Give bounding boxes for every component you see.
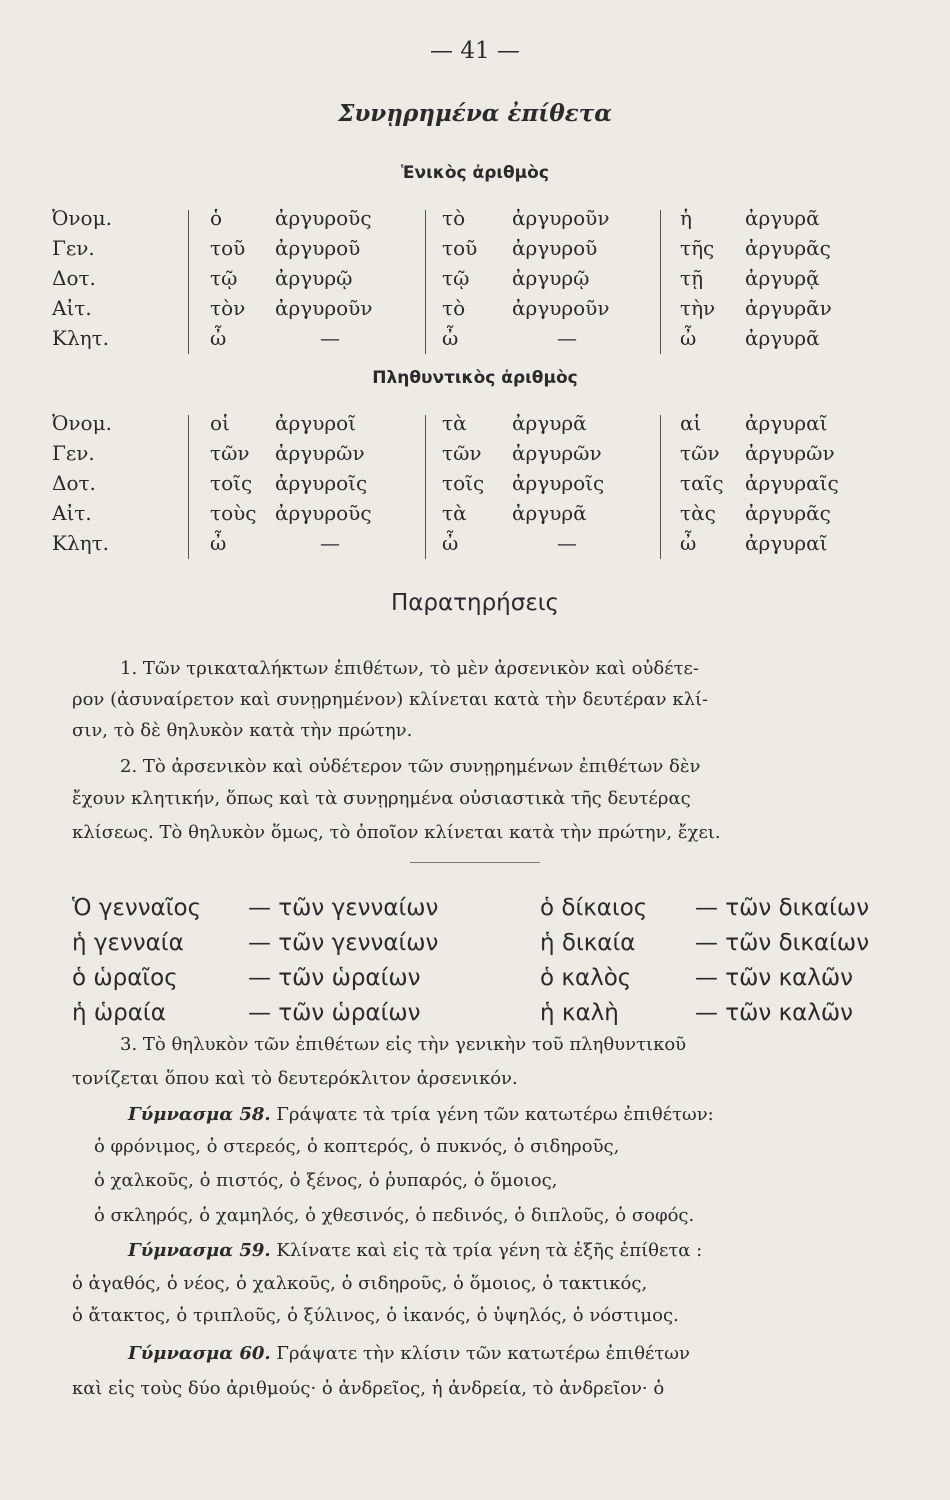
page-number: — 41 — xyxy=(430,38,520,64)
article: τὴν xyxy=(680,296,716,320)
article: ὁ xyxy=(210,206,223,230)
article: αἱ xyxy=(680,411,702,435)
adjective-form: ἀργυρᾶ xyxy=(512,411,587,435)
example-nominative: Ὁ γενναῖος xyxy=(72,895,202,921)
article: τῆς xyxy=(680,236,715,260)
exercise-59-line: ὁ ἄτακτος, ὁ τριπλοῦς, ὁ ξύλινος, ὁ ἱκανός, ὁ ὑψηλός, ὁ νόστιμος. xyxy=(72,1305,679,1326)
example-genitive-plural: — τῶν δικαίων xyxy=(695,895,870,921)
article: τῶν xyxy=(210,441,250,465)
example-nominative: ἡ καλὴ xyxy=(540,1000,619,1026)
note-2-line: ἔχουν κλητικήν, ὅπως καὶ τὰ συνῃρημένα οὐσιαστικὰ τῆς δευτέρας xyxy=(72,788,691,809)
exercise-60-label: Γύμνασμα 60. xyxy=(128,1343,271,1364)
adjective-form: ἀργυροῖ xyxy=(275,411,357,435)
article: ὦ xyxy=(210,531,227,555)
exercise-58-label: Γύμνασμα 58. xyxy=(128,1104,271,1125)
note-3-line: τονίζεται ὅπου καὶ τὸ δευτερόκλιτον ἀρσενικόν. xyxy=(72,1068,518,1089)
article: τῶν xyxy=(442,441,482,465)
case-label: Ὀνομ. xyxy=(52,411,112,435)
article: τῶν xyxy=(680,441,720,465)
example-nominative: ἡ ὡραία xyxy=(72,1000,166,1026)
adjective-form: ἀργυραῖ xyxy=(745,411,828,435)
case-label: Αἰτ. xyxy=(52,501,92,525)
case-label: Κλητ. xyxy=(52,326,110,350)
singular-heading: Ἑνικὸς ἀριθμὸς xyxy=(401,163,549,183)
table-divider xyxy=(660,415,661,559)
note-1-line: ρον (ἀσυναίρετον καὶ συνῃρημένον) κλίνεται κατὰ τὴν δευτέραν κλί- xyxy=(72,689,709,710)
example-genitive-plural: — τῶν ὡραίων xyxy=(248,1000,421,1026)
adjective-form: ἀργυροῦν xyxy=(512,296,610,320)
adjective-form: ἀργυρᾶ xyxy=(745,206,820,230)
article: τὸ xyxy=(442,296,466,320)
example-nominative: ὁ καλὸς xyxy=(540,965,632,991)
adjective-form: ἀργυρῷ xyxy=(512,266,590,290)
exercise-60-text: Γράψατε τὴν κλίσιν τῶν κατωτέρω ἐπιθέτων xyxy=(276,1343,690,1364)
adjective-form: ἀργυρᾶ xyxy=(512,501,587,525)
plural-heading: Πληθυντικὸς ἀριθμὸς xyxy=(372,368,578,388)
case-label: Δοτ. xyxy=(52,471,96,495)
separator-line xyxy=(410,862,540,863)
article: τοὺς xyxy=(210,501,257,525)
exercise-58-text: Γράψατε τὰ τρία γένη τῶν κατωτέρω ἐπιθέτων: xyxy=(276,1104,714,1125)
table-divider xyxy=(425,210,426,354)
table-divider xyxy=(188,415,189,559)
case-label: Αἰτ. xyxy=(52,296,92,320)
article: ὦ xyxy=(680,531,697,555)
exercise-59-label: Γύμνασμα 59. xyxy=(128,1240,271,1261)
adjective-form: ἀργυροῖς xyxy=(275,471,368,495)
article: τὰς xyxy=(680,501,716,525)
exercise-60 xyxy=(128,1343,690,1364)
example-genitive-plural: — τῶν γενναίων xyxy=(248,895,439,921)
example-genitive-plural: — τῶν καλῶν xyxy=(695,1000,854,1026)
example-nominative: ὁ δίκαιος xyxy=(540,895,648,921)
exercise-58-line: ὁ φρόνιμος, ὁ στερεός, ὁ κοπτερός, ὁ πυκνός, ὁ σιδηροῦς, xyxy=(94,1136,620,1157)
adjective-form: ἀργυροῦ xyxy=(512,236,598,260)
article: τὰ xyxy=(442,501,467,525)
case-label: Κλητ. xyxy=(52,531,110,555)
adjective-form: ἀργυροῦν xyxy=(275,296,373,320)
example-nominative: ἡ γενναία xyxy=(72,930,184,956)
adjective-form: ἀργυροῦς xyxy=(275,501,372,525)
article: ὦ xyxy=(442,326,459,350)
adjective-form: ἀργυροῖς xyxy=(512,471,605,495)
section-title: Συνῃρημένα ἐπίθετα xyxy=(338,100,612,127)
article: τὸν xyxy=(210,296,246,320)
note-1-line: 1. Τῶν τρικαταλήκτων ἐπιθέτων, τὸ μὲν ἀρσενικὸν καὶ οὐδέτε- xyxy=(120,658,699,679)
article: τὰ xyxy=(442,411,467,435)
article: ὦ xyxy=(210,326,227,350)
article: τῷ xyxy=(210,266,238,290)
adjective-form: ἀργυροῦς xyxy=(275,206,372,230)
adjective-form: ἀργυρᾶς xyxy=(745,501,831,525)
article: οἱ xyxy=(210,411,230,435)
case-label: Γεν. xyxy=(52,236,95,260)
exercise-59-line: ὁ ἀγαθός, ὁ νέος, ὁ χαλκοῦς, ὁ σιδηροῦς, ὁ ὅμοιος, ὁ τακτικός, xyxy=(72,1273,648,1294)
example-genitive-plural: — τῶν δικαίων xyxy=(695,930,870,956)
case-label: Γεν. xyxy=(52,441,95,465)
exercise-58-line: ὁ χαλκοῦς, ὁ πιστός, ὁ ξένος, ὁ ῥυπαρός, ὁ ὅμοιος, xyxy=(94,1170,558,1191)
case-label: Ὀνομ. xyxy=(52,206,112,230)
article: τοῦ xyxy=(210,236,246,260)
exercise-58 xyxy=(128,1104,714,1125)
article: τῷ xyxy=(442,266,470,290)
adjective-form: ἀργυρᾶς xyxy=(745,236,831,260)
article: ταῖς xyxy=(680,471,724,495)
note-2-line: κλίσεως. Τὸ θηλυκὸν ὅμως, τὸ ὁποῖον κλίνεται κατὰ τὴν πρώτην, ἔχει. xyxy=(72,822,721,843)
adjective-form: ἀργυροῦν xyxy=(512,206,610,230)
article: ὦ xyxy=(442,531,459,555)
note-3-line: 3. Τὸ θηλυκὸν τῶν ἐπιθέτων εἰς τὴν γενικὴν τοῦ πληθυντικοῦ xyxy=(120,1034,687,1055)
article: ὦ xyxy=(680,326,697,350)
exercise-60-line: καὶ εἰς τοὺς δύο ἀριθμούς· ὁ ἀνδρεῖος, ἡ ἀνδρεία, τὸ ἀνδρεῖον· ὁ xyxy=(72,1378,665,1399)
adjective-form: ἀργυρῷ xyxy=(275,266,353,290)
note-1-line: σιν, τὸ δὲ θηλυκὸν κατὰ τὴν πρώτην. xyxy=(72,720,413,741)
example-genitive-plural: — τῶν καλῶν xyxy=(695,965,854,991)
adjective-form: ἀργυροῦ xyxy=(275,236,361,260)
exercise-59-text: Κλίνατε καὶ εἰς τὰ τρία γένη τὰ ἑξῆς ἐπίθετα : xyxy=(276,1240,703,1261)
article: τῇ xyxy=(680,266,704,290)
adjective-form: ἀργυρᾶν xyxy=(745,296,832,320)
adjective-form: ἀργυρῶν xyxy=(275,441,365,465)
adjective-form: — xyxy=(557,326,577,350)
table-divider xyxy=(660,210,661,354)
adjective-form: ἀργυρῶν xyxy=(512,441,602,465)
example-nominative: ὁ ὡραῖος xyxy=(72,965,178,991)
note-2-line: 2. Τὸ ἀρσενικὸν καὶ οὐδέτερον τῶν συνῃρημένων ἐπιθέτων δὲν xyxy=(120,756,701,777)
article: τοῖς xyxy=(210,471,253,495)
exercise-58-line: ὁ σκληρός, ὁ χαμηλός, ὁ χθεσινός, ὁ πεδινός, ὁ διπλοῦς, ὁ σοφός. xyxy=(94,1205,695,1226)
article: τὸ xyxy=(442,206,466,230)
adjective-form: ἀργυρᾶ xyxy=(745,326,820,350)
adjective-form: ἀργυραῖ xyxy=(745,531,828,555)
adjective-form: — xyxy=(557,531,577,555)
article: τοῖς xyxy=(442,471,485,495)
table-divider xyxy=(425,415,426,559)
adjective-form: ἀργυρῶν xyxy=(745,441,835,465)
adjective-form: — xyxy=(320,326,340,350)
example-genitive-plural: — τῶν ὡραίων xyxy=(248,965,421,991)
adjective-form: — xyxy=(320,531,340,555)
example-genitive-plural: — τῶν γενναίων xyxy=(248,930,439,956)
observations-heading: Παρατηρήσεις xyxy=(390,590,560,616)
exercise-59 xyxy=(128,1240,702,1261)
adjective-form: ἀργυραῖς xyxy=(745,471,839,495)
case-label: Δοτ. xyxy=(52,266,96,290)
article: τοῦ xyxy=(442,236,478,260)
adjective-form: ἀργυρᾷ xyxy=(745,266,820,290)
example-nominative: ἡ δικαία xyxy=(540,930,636,956)
article: ἡ xyxy=(680,206,692,230)
table-divider xyxy=(188,210,189,354)
